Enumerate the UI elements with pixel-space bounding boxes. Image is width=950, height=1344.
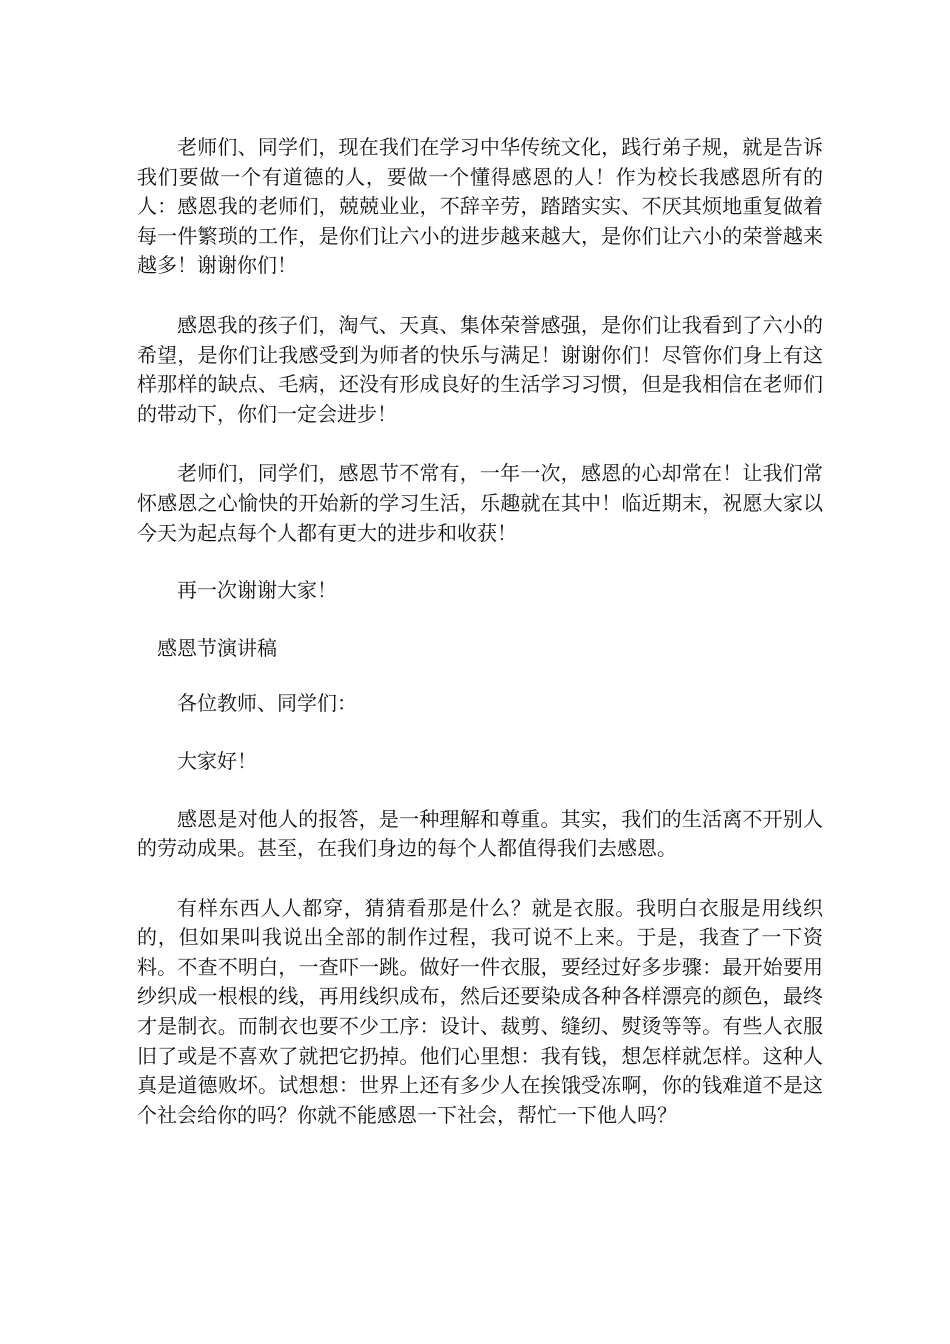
paragraph-thank-teachers: 老师们、同学们，现在我们在学习中华传统文化，践行弟子规，就是告诉我们要做一个有道德的人，要做一个懂得感恩的人！作为校长我感恩所有的人：感恩我的老师们，兢兢业业，不辞辛劳，踏踏实实、不厌其烦地重复做着每一件繁琐的工作，是你们让六小的进步越来越大，是你们让六小的荣誉越来越多！谢谢你们！ (137, 135, 823, 278)
paragraph-thanks-again: 再一次谢谢大家！ (177, 578, 337, 603)
paragraph-clothing-story: 有样东西人人都穿，猜猜看那是什么？就是衣服。我明白衣服是用线织的，但如果叫我说出全部的制作过程，我可说不上来。于是，我查了一下资料。不查不明白，一查吓一跳。做好一件衣服，要经过好多步骤：最开始要用纱织成一根根的线，再用线织成布，然后还要染成各种各样漂亮的颜色，最终才是制衣。而制衣也要不少工序：设计、裁剪、缝纫、熨烫等等。有些人衣服旧了或是不喜欢了就把它扔掉。他们心里想：我有钱，想怎样就怎样。这种人真是道德败坏。试想想：世界上还有多少人在挨饿受冻啊，你的钱难道不是这个社会给你的吗？你就不能感恩一下社会，帮忙一下他人吗？ (137, 895, 823, 1127)
salutation: 各位教师、同学们： (177, 691, 357, 716)
paragraph-thanksgiving-wish: 老师们，同学们，感恩节不常有，一年一次，感恩的心却常在！让我们常怀感恩之心愉快的开始新的学习生活，乐趣就在其中！临近期末，祝愿大家以今天为起点每个人都有更大的进步和收获！ (137, 461, 823, 545)
speech-title: 感恩节演讲稿 (157, 635, 277, 660)
paragraph-thank-children: 感恩我的孩子们，淘气、天真、集体荣誉感强，是你们让我看到了六小的希望，是你们让我感受到为师者的快乐与满足！谢谢你们！尽管你们身上有这样那样的缺点、毛病，还没有形成良好的生活学习习惯，但是我相信在老师们的带动下，你们一定会进步！ (137, 312, 823, 426)
document-page (137, 133, 823, 1130)
greeting: 大家好！ (177, 748, 257, 773)
paragraph-gratitude-definition: 感恩是对他人的报答，是一种理解和尊重。其实，我们的生活离不开别人的劳动成果。甚至，在我们身边的每个人都值得我们去感恩。 (137, 806, 823, 861)
